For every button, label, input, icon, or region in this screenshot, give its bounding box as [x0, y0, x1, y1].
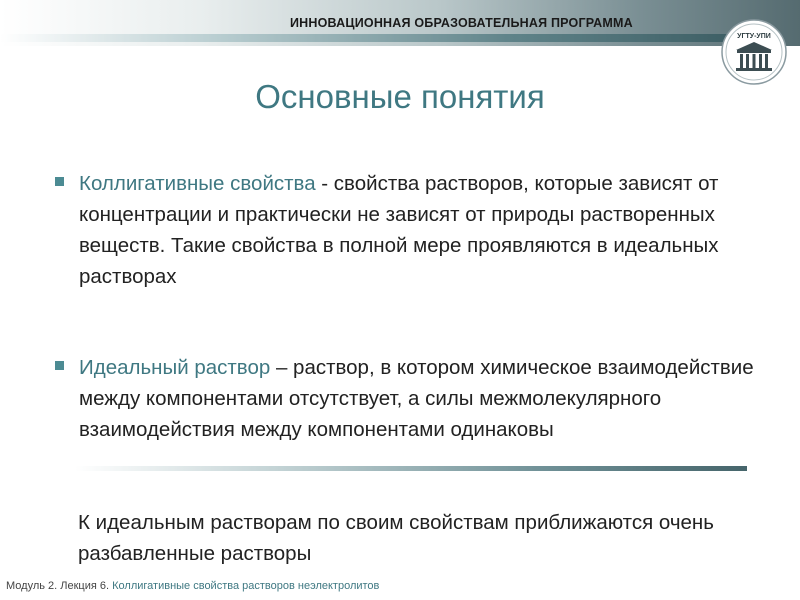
bullet-text: [79, 352, 755, 445]
slide-title: Основные понятия: [255, 78, 545, 115]
header-stripe: [0, 34, 730, 42]
bullet-square-icon: [55, 361, 64, 370]
footer: [6, 580, 796, 592]
logo-text: УГТУ-УПИ: [737, 33, 771, 40]
program-title: ИННОВАЦИОННАЯ ОБРАЗОВАТЕЛЬНАЯ ПРОГРАММА: [290, 16, 633, 30]
bullet-definition: - свойства растворов, которые зависят от концентрации и практически не зависят от природы растворенных веществ. Такие свойства в полной мере проявляются в идеальных растворах: [79, 172, 719, 288]
bullet-text: [79, 168, 755, 292]
bullet-square-icon: [55, 177, 64, 186]
bullet-ideal-solution: [55, 352, 755, 445]
university-logo-icon: [720, 18, 788, 86]
footer-lecture-title: Коллигативные свойства растворов неэлектролитов: [112, 580, 380, 592]
bullet-definition: – раствор, в котором химическое взаимодействие между компонентами отсутствует, а силы межмолекулярного взаимодействия между компонентами одинаковы: [79, 356, 754, 441]
note-text: К идеальным растворам по своим свойствам приближаются очень разбавленные растворы: [78, 511, 714, 565]
bullet-term: Коллигативные свойства: [79, 172, 316, 195]
bullet-term: Идеальный раствор: [79, 356, 271, 379]
bullet-colligative-properties: [55, 168, 755, 292]
footer-module: Модуль 2. Лекция 6.: [6, 580, 113, 592]
divider-line: [75, 466, 747, 471]
